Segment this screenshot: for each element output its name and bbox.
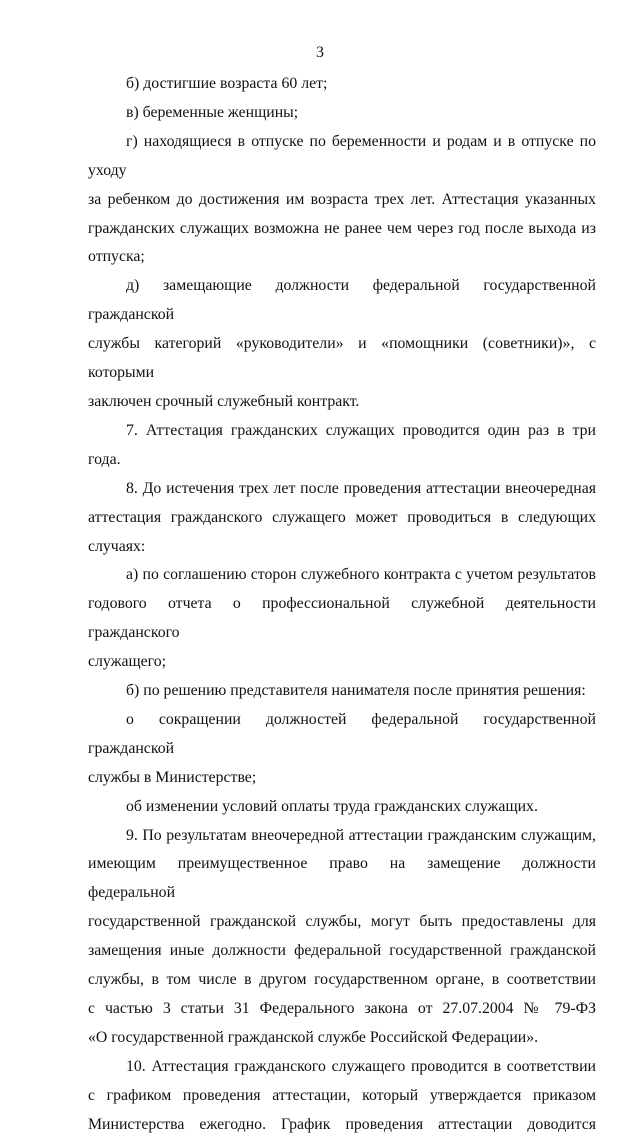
paragraph-line: службы, в том числе в другом государственном органе, в соответствии	[88, 971, 596, 989]
paragraph-line: годового отчета о профессиональной служебной деятельности гражданского	[88, 595, 596, 642]
paragraph-line: Министерства ежегодно. График проведения аттестации доводится	[88, 1115, 596, 1133]
paragraph-d-positions	[88, 272, 596, 417]
paragraph-line: г) находящиеся в отпуске по беременности и родам и в отпуске по уходу	[88, 132, 596, 179]
paragraph-item-7	[88, 417, 596, 475]
paragraph-line: замещения иные должности федеральной государственной гражданской	[88, 942, 596, 960]
paragraph-line: о сокращении должностей федеральной государственной гражданской	[88, 710, 596, 757]
paragraph-line: службы категорий «руководители» и «помощники (советники)», с которыми	[88, 335, 596, 382]
paragraph-line: случаях:	[88, 537, 146, 555]
paragraph-line: д) замещающие должности федеральной государственной гражданской	[88, 277, 596, 324]
paragraph-item-9	[88, 822, 596, 1053]
paragraph-line: службы в Министерстве;	[88, 768, 257, 786]
paragraph-line: гражданских служащих возможна не ранее чем через год после выхода из	[88, 219, 596, 237]
page-number: 3	[316, 44, 324, 61]
paragraph-item-8-b-pay	[88, 793, 596, 822]
paragraph-item-8-b-reduction	[88, 706, 596, 793]
paragraph-line: с графиком проведения аттестации, который утверждается приказом	[88, 1086, 596, 1104]
document-body	[88, 70, 596, 1140]
paragraph-line: а) по соглашению сторон служебного контракта с учетом результатов	[126, 566, 596, 584]
paragraph-item-8-a	[88, 561, 596, 677]
paragraph-line: заключен срочный служебный контракт.	[88, 392, 360, 410]
paragraph-line: имеющим преимущественное право на замещение должности федеральной	[88, 855, 596, 902]
paragraph-line: 9. По результатам внеочередной аттестации гражданским служащим,	[126, 826, 596, 844]
paragraph-line: об изменении условий оплаты труда гражданских служащих.	[126, 797, 538, 815]
paragraph-item-10	[88, 1053, 596, 1140]
paragraph-b-age60	[88, 70, 596, 99]
paragraph-item-8-b	[88, 677, 596, 706]
paragraph-line: государственной гражданской службы, могут быть предоставлены для	[88, 913, 596, 931]
paragraph-line: 8. До истечения трех лет после проведения аттестации внеочередная	[126, 479, 596, 497]
paragraph-line: служащего;	[88, 653, 167, 671]
paragraph-line: б) достигшие возраста 60 лет;	[126, 75, 328, 92]
paragraph-line: в) беременные женщины;	[126, 103, 299, 121]
paragraph-v-pregnant	[88, 99, 596, 128]
paragraph-line: б) по решению представителя нанимателя после принятия решения:	[126, 682, 586, 700]
paragraph-line: с частью 3 статьи 31 Федерального закона от 27.07.2004 № 79-ФЗ	[88, 1000, 596, 1017]
paragraph-line: «О государственной гражданской службе Российской Федерации».	[88, 1028, 539, 1046]
paragraph-line: отпуска;	[88, 248, 145, 266]
paragraph-g-leave	[88, 128, 596, 273]
paragraph-line: 10. Аттестация гражданского служащего проводится в соответствии	[126, 1057, 596, 1075]
paragraph-item-8	[88, 475, 596, 562]
paragraph-line: за ребенком до достижения им возраста трех лет. Аттестация указанных	[88, 190, 596, 208]
paragraph-line: аттестация гражданского служащего может проводиться в следующих	[88, 508, 596, 526]
paragraph-line: 7. Аттестация гражданских служащих проводится один раз в три года.	[88, 421, 596, 468]
